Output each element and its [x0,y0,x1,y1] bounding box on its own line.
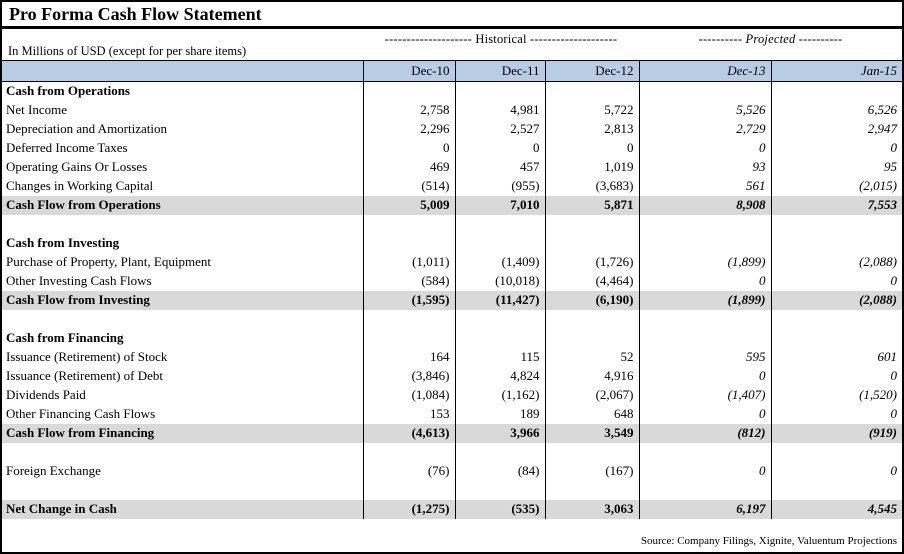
row-value: 4,916 [545,367,639,386]
row-label: Cash Flow from Investing [2,291,363,310]
row-value: 4,824 [455,367,545,386]
row-value [545,310,639,329]
row-value [363,234,455,253]
row-value [455,82,545,101]
table-row [2,196,902,215]
row-value [639,82,771,101]
row-value [639,310,771,329]
row-value: (535) [455,500,545,519]
row-value: (167) [545,462,639,481]
row-value: (1,595) [363,291,455,310]
row-value [455,234,545,253]
row-value: 93 [639,158,771,177]
row-value: (919) [771,424,902,443]
row-value: 0 [639,367,771,386]
row-value: (2,088) [771,291,902,310]
row-label: Foreign Exchange [6,463,101,478]
row-value [363,481,455,500]
row-value: (4,464) [545,272,639,291]
row-value [771,215,902,234]
table-row [2,329,902,348]
table-row [2,158,902,177]
table-row [2,462,902,481]
row-label: Net Change in Cash [2,500,363,519]
row-value: 1,019 [545,158,639,177]
row-value: 0 [771,405,902,424]
header-spacer-cell [2,61,363,82]
row-value: 6,197 [639,500,771,519]
row-value: (1,409) [455,253,545,272]
row-value: 189 [455,405,545,424]
row-value [771,234,902,253]
row-value: (6,190) [545,291,639,310]
row-label: Cash from Operations [6,83,130,99]
row-value [639,234,771,253]
row-value: 164 [363,348,455,367]
row-value [363,82,455,101]
row-label: Cash Flow from Financing [2,424,363,443]
row-value: 5,526 [639,101,771,120]
row-value: 2,813 [545,120,639,139]
row-value: (514) [363,177,455,196]
row-label: Cash from Investing [6,235,120,250]
row-value: 0 [455,139,545,158]
row-value: 2,758 [363,101,455,120]
row-value [639,443,771,462]
table-top-labels [2,29,902,60]
row-value: 457 [455,158,545,177]
table-row [2,234,902,253]
table-row [2,120,902,139]
row-value: 3,549 [545,424,639,443]
row-value [455,329,545,348]
row-value: 3,966 [455,424,545,443]
col-header-dec10: Dec-10 [363,61,455,82]
row-label [2,310,363,329]
row-value: 5,722 [545,101,639,120]
table-header-row [2,61,902,82]
row-label: Deferred Income Taxes [6,140,128,155]
row-value [639,215,771,234]
row-value [771,310,902,329]
table-row [2,405,902,424]
row-value: 595 [639,348,771,367]
row-value: 2,296 [363,120,455,139]
row-value: 601 [771,348,902,367]
row-value: (1,520) [771,386,902,405]
row-value [771,329,902,348]
row-label: Cash Flow from Operations [2,196,363,215]
row-value: 0 [639,272,771,291]
table-row [2,82,902,101]
table-body [2,82,902,519]
row-value [363,215,455,234]
source-note: Source: Company Filings, Xignite, Valuentum Projections [640,535,897,547]
table-row [2,177,902,196]
row-value [545,443,639,462]
row-value [771,481,902,500]
row-value: (76) [363,462,455,481]
row-value: 0 [363,139,455,158]
units-note: In Millions of USD (except for per share items) [8,44,247,58]
row-value: 469 [363,158,455,177]
row-label: Dividends Paid [6,387,86,402]
row-value [545,234,639,253]
row-value: 2,527 [455,120,545,139]
row-value: (1,275) [363,500,455,519]
table-row [2,139,902,158]
row-value: (2,088) [771,253,902,272]
row-value: 0 [771,367,902,386]
row-value [545,481,639,500]
row-value [545,215,639,234]
row-value: 8,908 [639,196,771,215]
row-value: 561 [639,177,771,196]
row-value [545,329,639,348]
row-label: Issuance (Retirement) of Debt [6,368,164,383]
table-row [2,101,902,120]
table-row [2,272,902,291]
row-value: (11,427) [455,291,545,310]
table-row [2,443,902,462]
row-value [545,82,639,101]
table-row [2,215,902,234]
table-row [2,291,902,310]
row-value: 2,729 [639,120,771,139]
row-label [2,481,363,500]
row-value: (1,899) [639,253,771,272]
row-value [771,82,902,101]
row-value [639,481,771,500]
row-value [455,481,545,500]
row-label: Cash from Financing [6,330,124,345]
row-value: 2,947 [771,120,902,139]
row-value: (1,084) [363,386,455,405]
row-value: 5,009 [363,196,455,215]
row-label: Other Investing Cash Flows [6,273,152,288]
row-label: Issuance (Retirement) of Stock [6,349,168,364]
table-row [2,500,902,519]
table-row [2,367,902,386]
row-value: 115 [455,348,545,367]
row-value: 0 [771,272,902,291]
row-value: 0 [639,405,771,424]
row-value [771,443,902,462]
row-value: (3,683) [545,177,639,196]
row-value [455,215,545,234]
row-label: Net Income [6,102,68,117]
row-label [2,215,363,234]
row-value [639,329,771,348]
row-value: (10,018) [455,272,545,291]
col-header-jan15: Jan-15 [771,61,902,82]
row-value: (812) [639,424,771,443]
row-value: 5,871 [545,196,639,215]
row-value [363,310,455,329]
row-value: 153 [363,405,455,424]
row-value: (584) [363,272,455,291]
historical-group-label: -------------------- Historical -------------------- [384,32,618,46]
row-value: (84) [455,462,545,481]
row-value: 52 [545,348,639,367]
row-value: (2,067) [545,386,639,405]
row-value: 0 [771,139,902,158]
row-value: 0 [639,462,771,481]
row-value: (4,613) [363,424,455,443]
row-value: 648 [545,405,639,424]
row-label: Other Financing Cash Flows [6,406,156,421]
row-label: Depreciation and Amortization [6,121,168,136]
table-row [2,386,902,405]
table-row [2,348,902,367]
col-header-dec12: Dec-12 [545,61,639,82]
row-value: (1,162) [455,386,545,405]
row-label [2,443,363,462]
row-value: (955) [455,177,545,196]
row-value: 3,063 [545,500,639,519]
row-value [455,310,545,329]
row-label: Purchase of Property, Plant, Equipment [6,254,211,269]
col-header-dec11: Dec-11 [455,61,545,82]
row-value [363,443,455,462]
row-value: 0 [639,139,771,158]
cash-flow-table [2,60,902,519]
row-value: 4,545 [771,500,902,519]
page-title: Pro Forma Cash Flow Statement [9,4,262,24]
table-row [2,310,902,329]
row-value: (2,015) [771,177,902,196]
row-value: 0 [545,139,639,158]
row-value: 0 [771,462,902,481]
row-value: 4,981 [455,101,545,120]
projected-group-label: ---------- Projected ---------- [698,32,843,46]
row-value [363,329,455,348]
row-label: Changes in Working Capital [6,178,154,193]
row-value: 7,010 [455,196,545,215]
table-row [2,253,902,272]
col-header-dec13: Dec-13 [639,61,771,82]
row-label: Operating Gains Or Losses [6,159,148,174]
row-value: (1,726) [545,253,639,272]
row-value [455,443,545,462]
row-value: (1,407) [639,386,771,405]
row-value: (1,899) [639,291,771,310]
row-value: 6,526 [771,101,902,120]
row-value: (1,011) [363,253,455,272]
row-value: (3,846) [363,367,455,386]
table-row [2,424,902,443]
row-value: 95 [771,158,902,177]
row-value: 7,553 [771,196,902,215]
table-row [2,481,902,500]
